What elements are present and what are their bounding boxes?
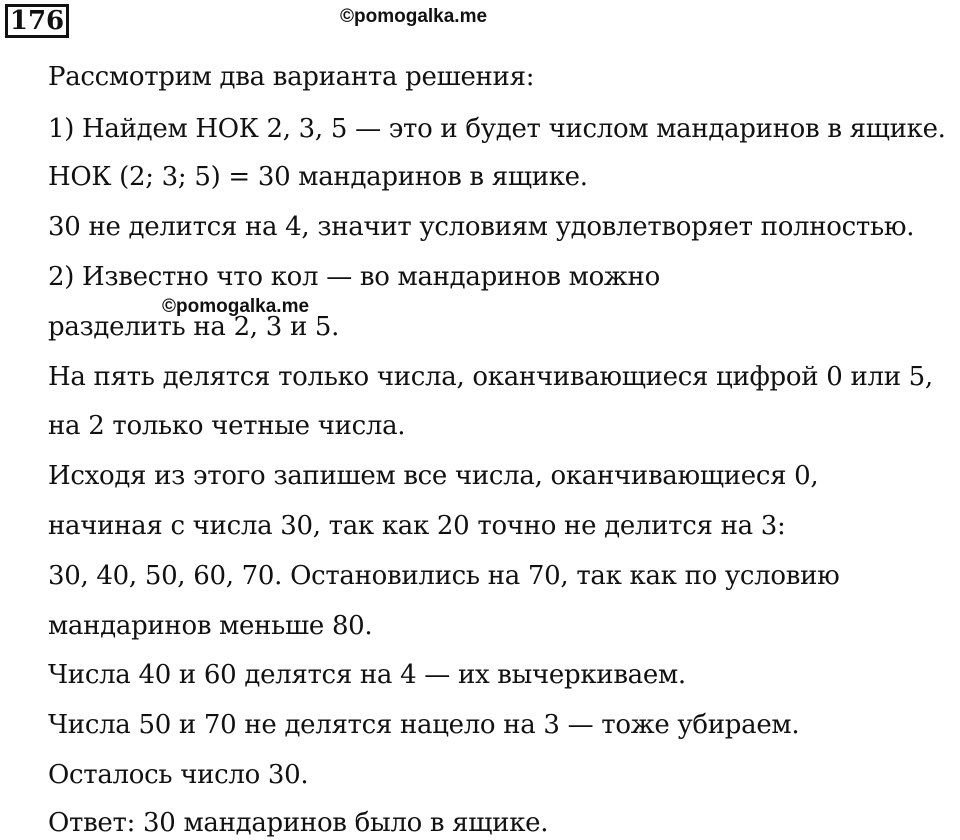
text-line-7: На пять делятся только числа, оканчивающиеся цифрой 0 или 5,	[48, 362, 933, 392]
text-line-5: 2) Известно что кол — во мандаринов можно	[48, 262, 660, 292]
text-line-11: 30, 40, 50, 60, 70. Остановились на 70, так как по условию	[48, 561, 840, 591]
text-line-3: НОК (2; 3; 5) = 30 мандаринов в ящике.	[48, 162, 588, 192]
watermark-top: ©pomogalka.me	[340, 6, 488, 27]
problem-number: 176	[5, 4, 69, 38]
text-line-16: Ответ: 30 мандаринов было в ящике.	[48, 808, 549, 838]
text-line-2: 1) Найдем НОК 2, 3, 5 — это и будет числом мандаринов в ящике.	[48, 114, 946, 144]
text-line-13: Числа 40 и 60 делятся на 4 — их вычеркиваем.	[48, 660, 686, 690]
text-line-4: 30 не делится на 4, значит условиям удовлетворяет полностью.	[48, 212, 915, 242]
text-line-9: Исходя из этого запишем все числа, оканчивающиеся 0,	[48, 461, 819, 491]
text-line-1: Рассмотрим два варианта решения:	[48, 62, 535, 92]
text-line-6: разделить на 2, 3 и 5.	[48, 312, 340, 342]
watermark-middle: ©pomogalka.me	[162, 296, 310, 317]
text-line-15: Осталось число 30.	[48, 760, 309, 790]
text-line-8: на 2 только четные числа.	[48, 411, 406, 441]
text-line-12: мандаринов меньше 80.	[48, 611, 373, 641]
text-line-10: начиная с числа 30, так как 20 точно не делится на 3:	[48, 511, 786, 541]
text-line-14: Числа 50 и 70 не делятся нацело на 3 — тоже убираем.	[48, 710, 800, 740]
